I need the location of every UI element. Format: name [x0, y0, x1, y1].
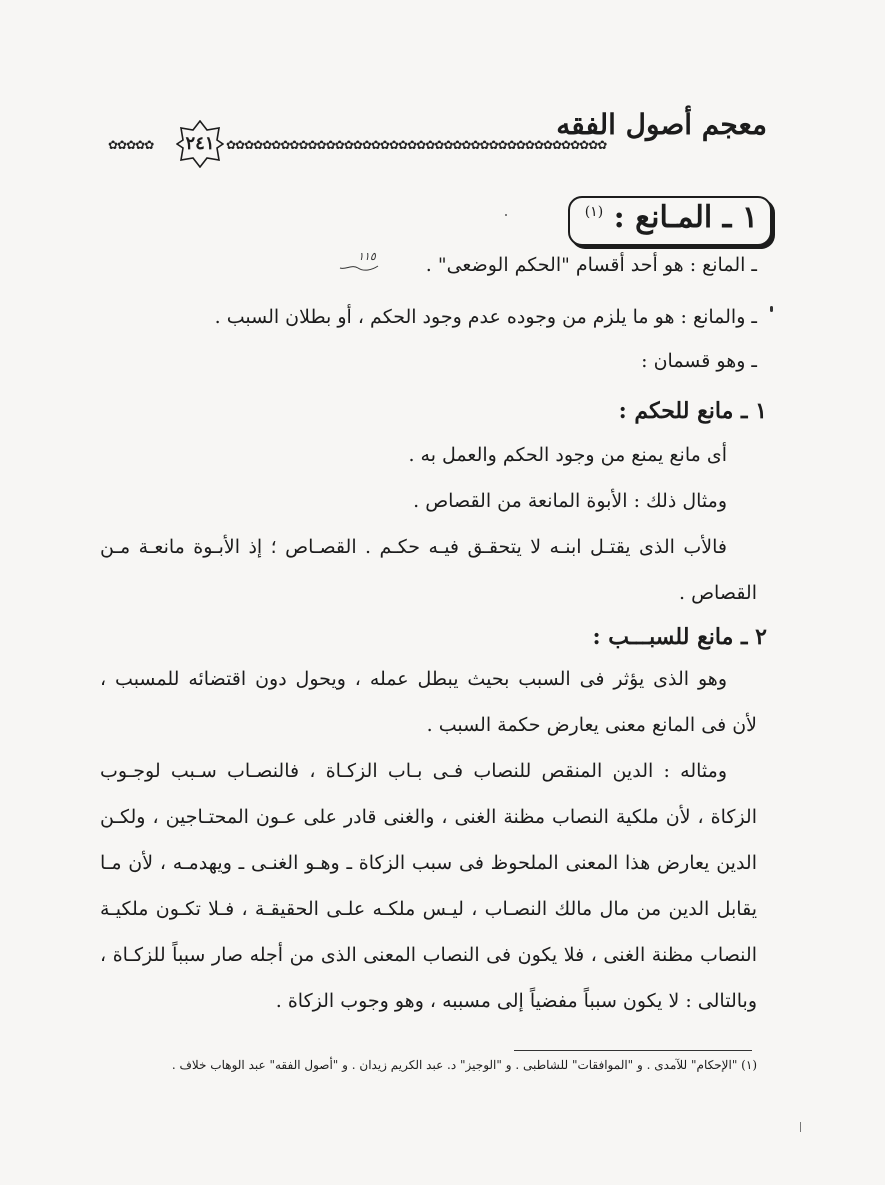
page-number: ٢٤١ — [185, 133, 215, 154]
page-number-badge — [176, 120, 224, 168]
stray-mark — [800, 1122, 801, 1132]
stray-mark — [770, 306, 773, 312]
text-line: يقابل الدين من مال مالك النصـاب ، ليـس ملكـه علـى الحقيقـة ، فـلا تكـون ملكيـة — [100, 898, 757, 920]
text-line: أى مانع يمنع من وجود الحكم والعمل به . — [408, 444, 727, 466]
book-title: معجم أصول الفقه — [556, 108, 767, 141]
subheading-ruling-impediment: ١ ـ مانع للحكم : — [618, 398, 767, 424]
subheading-cause-impediment: ٢ ـ مانع للسبـــب : — [592, 624, 767, 650]
text-line: ومثاله : الدين المنقص للنصاب فـى بـاب الزكـاة ، فالنصـاب سـبب لوجـوب — [100, 760, 727, 782]
footnote-divider — [514, 1050, 752, 1051]
text-line: النصاب مظنة الغنى ، فلا يكون فى النصاب المعنى الذى من أجله صار سبباً للزكـاة ، — [100, 944, 757, 966]
text-line: ـ وهو قسمان : — [641, 350, 757, 372]
text-line: لأن فى المانع معنى يعارض حكمة السبب . — [426, 714, 757, 736]
footnote: (١) "الإحكام" للآمدى . و "الموافقات" للشاطبى . و "الوجيز" د. عبد الكريم زيدان . و "أصول الفقه" عبد الوهاب خلاف . — [171, 1058, 757, 1072]
text-line: ـ والمانع : هو ما يلزم من وجوده عدم وجود الحكم ، أو بطلان السبب . — [214, 306, 757, 328]
text-line: ومثال ذلك : الأبوة المانعة من القصاص . — [413, 490, 727, 512]
text-line: وهو الذى يؤثر فى السبب بحيث يبطل عمله ، ويحول دون اقتضائه للمسبب ، — [100, 668, 727, 690]
text-line: الدين يعارض هذا المعنى الملحوظ فى سبب الزكاة ـ وهـو الغنـى ـ ويهدمـه ، لأن مـا — [100, 852, 757, 874]
section-title — [585, 200, 758, 235]
section-title-text: ١ ـ المـانع : — [613, 200, 758, 235]
ornament-border-left: ✿✿✿✿✿ — [108, 138, 154, 152]
section-title-box — [568, 196, 772, 246]
ornament-border-right: ✿✿✿✿✿✿✿✿✿✿✿✿✿✿✿✿✿✿✿✿✿✿✿✿✿✿✿✿✿✿✿✿✿✿✿✿✿✿✿✿✿✿ — [226, 138, 607, 152]
footnote-reference: (١) — [584, 204, 604, 220]
text-line: الزكاة ، لأن ملكية النصاب مظنة الغنى ، والغنى قادر على عـون المحتـاجين ، ولكـن — [100, 806, 757, 828]
handwritten-annotation — [338, 248, 388, 272]
text-line: فالأب الذى يقتـل ابنـه لا يتحقـق فيـه حكـم . القصـاص ؛ إذ الأبـوة مانعـة مـن — [100, 536, 727, 558]
text-line: وبالتالى : لا يكون سبباً مفضياً إلى مسببه ، وهو وجوب الزكاة . — [275, 990, 757, 1012]
stray-mark — [505, 214, 507, 216]
text-line: القصاص . — [679, 582, 757, 604]
text-line: ـ المانع : هو أحد أقسام "الحكم الوضعى" . — [425, 254, 757, 276]
annotation-text: ١١٥ — [358, 250, 376, 263]
